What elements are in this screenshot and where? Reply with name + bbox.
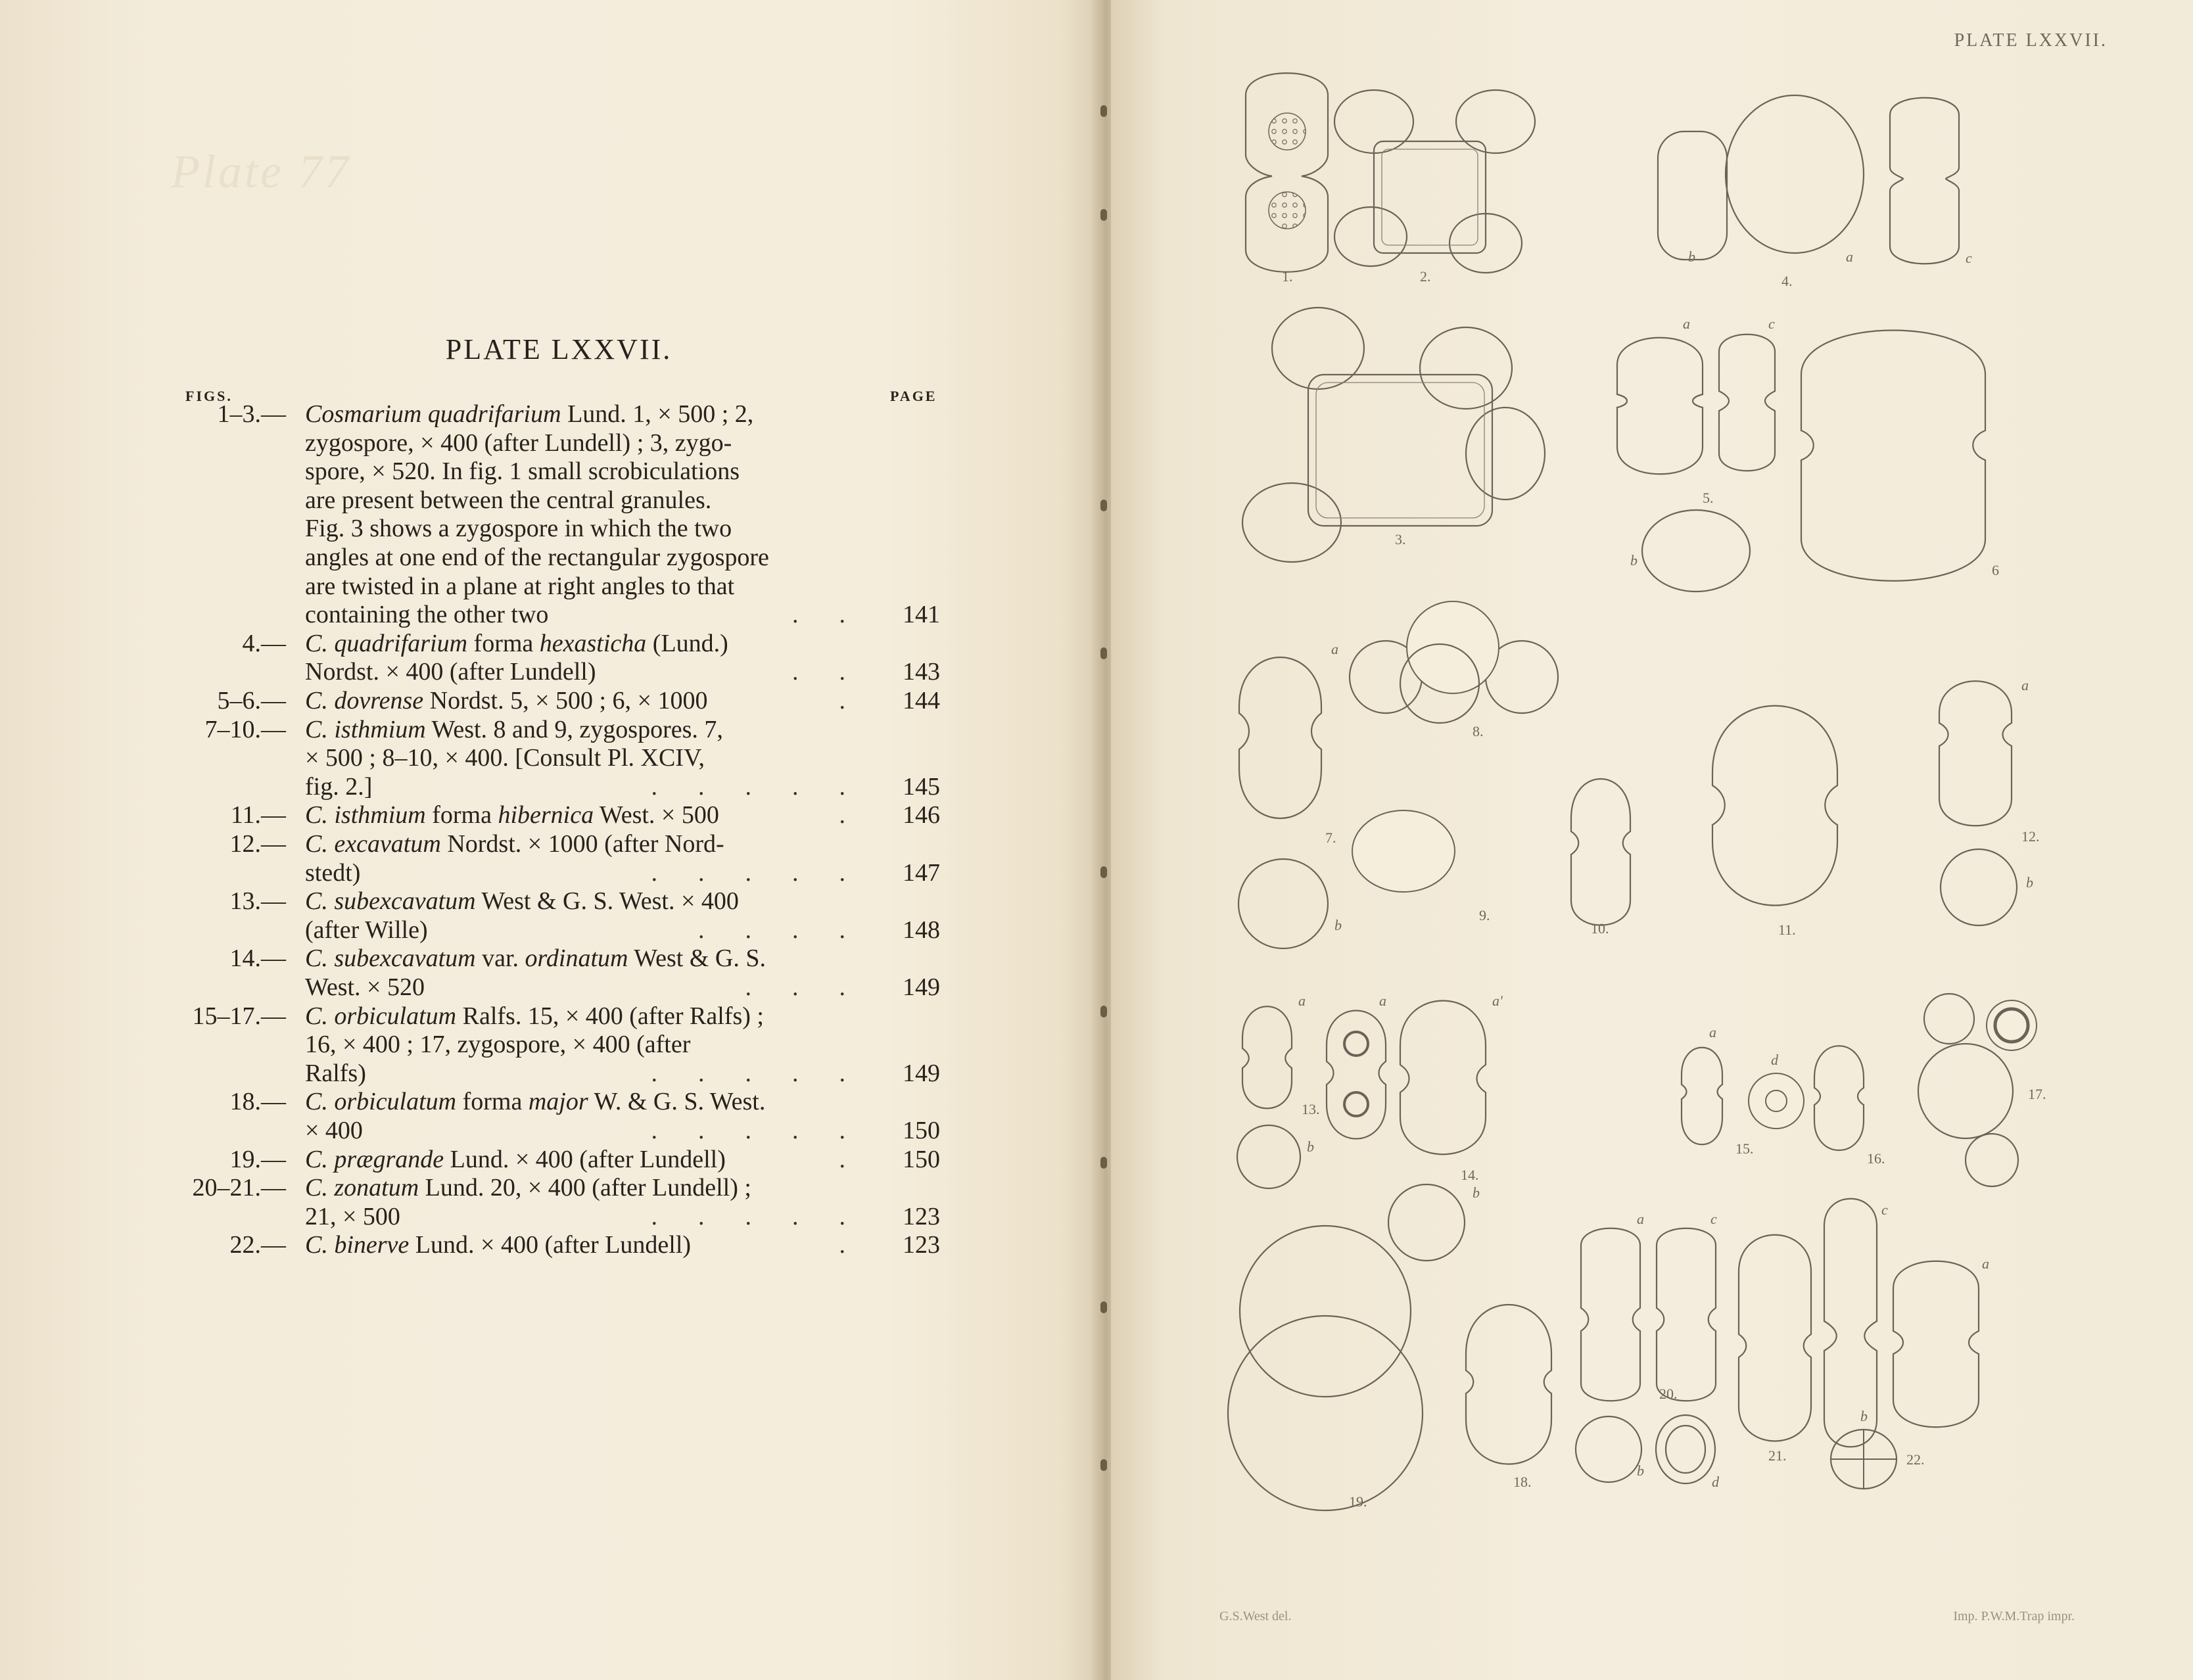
figure-5-label-b: b: [1630, 552, 1638, 569]
figure-number: 22.—: [229, 1231, 286, 1259]
taxon-name: hexasticha: [539, 629, 647, 657]
page-number: 148: [903, 916, 940, 944]
printer-credit: Imp. P.W.M.Trap impr.: [1953, 1609, 2075, 1623]
text-segment: × 400: [305, 1117, 363, 1144]
figure-label-14: 14.: [1461, 1167, 1479, 1183]
explanation-text: [305, 514, 732, 543]
explanation-text: [305, 772, 372, 801]
figure-number: 12.—: [229, 830, 286, 858]
explanation-text: [305, 1002, 764, 1031]
taxon-name: C. dovrense: [305, 687, 424, 714]
taxon-name: C. prægrande: [305, 1145, 444, 1173]
text-segment: zygospore, × 400 (after Lundell) ; 3, zygo-: [305, 429, 732, 457]
dot-leader: .....: [651, 1202, 886, 1230]
figure-14-label-a: a: [1379, 992, 1386, 1009]
figure-13-label-b: b: [1307, 1138, 1314, 1155]
explanation-text: [305, 743, 705, 772]
dot-leader: .: [839, 1231, 886, 1259]
page-number: 144: [903, 687, 940, 714]
figure-label-17: 17.: [2028, 1086, 2046, 1102]
explanation-text: [305, 429, 732, 457]
taxon-name: C. subexcavatum: [305, 945, 476, 973]
figure-number: 1–3.—: [217, 400, 286, 428]
figure-label-8: 8.: [1473, 723, 1484, 739]
page-number: 149: [903, 1059, 940, 1087]
taxon-name: hibernica: [498, 801, 594, 829]
taxon-name: C. isthmium: [305, 715, 426, 743]
page-number: 143: [903, 658, 940, 686]
explanation-text: [305, 1202, 400, 1231]
figure-number: 20–21.—: [192, 1174, 286, 1202]
explanation-text: [305, 543, 769, 572]
explanation-row: [0, 686, 947, 715]
plate-number: PLATE LXXVII.: [1954, 30, 2108, 51]
figure-number: 4.—: [242, 629, 286, 657]
explanation-row: [0, 916, 947, 945]
explanation-text: [305, 400, 753, 429]
illustrator-credit: G.S.West del.: [1219, 1609, 1292, 1623]
binding-holes: [1098, 0, 1111, 1680]
figure-2: [1334, 90, 1535, 285]
figure-20-label-d: d: [1712, 1474, 1719, 1490]
text-segment: forma: [456, 1088, 529, 1116]
plate-title: PLATE LXXVII.: [445, 333, 672, 365]
explanation-row: [0, 514, 947, 543]
explanation-text: [305, 1059, 366, 1088]
figure-label-13: 13.: [1302, 1101, 1320, 1117]
figure-3: [1242, 308, 1545, 562]
text-segment: forma: [425, 801, 498, 829]
explanation-row: [0, 772, 947, 801]
figure-20-label-c: c: [1710, 1211, 1717, 1227]
taxon-name: C. zonatum: [305, 1174, 419, 1202]
text-segment: Lund. 1, × 500 ; 2,: [561, 400, 754, 428]
text-segment: containing the other two: [305, 601, 549, 629]
taxon-name: C. orbiculatum: [305, 1088, 457, 1116]
figure-10: [1571, 779, 1630, 937]
figure-label-18: 18.: [1513, 1474, 1532, 1490]
figure-8: [1350, 601, 1558, 739]
figure-19: [1228, 1226, 1423, 1510]
text-segment: West & G. S. West. × 400: [475, 887, 739, 916]
explanation-row: [0, 973, 947, 1002]
figure-label-19: 19.: [1349, 1493, 1367, 1510]
explanation-text: [305, 829, 724, 858]
text-segment: Lund. × 400 (after Lundell): [409, 1231, 692, 1259]
explanation-text: [305, 973, 425, 1002]
figure-12: [1939, 677, 2040, 925]
taxon-name: C. orbiculatum: [305, 1002, 457, 1030]
figure-15-label-d: d: [1771, 1052, 1778, 1068]
figure-number: 7–10.—: [204, 715, 286, 743]
figure-number: 5–6.—: [217, 687, 286, 714]
page-number: 147: [903, 858, 940, 887]
figure-label-21: 21.: [1768, 1447, 1787, 1464]
dot-leader: ...: [745, 973, 886, 1001]
figure-7: [1238, 641, 1342, 948]
explanation-row: [0, 657, 947, 686]
explanation-text: [305, 715, 723, 744]
figure-label-11: 11.: [1778, 922, 1796, 938]
page-number: 123: [903, 1231, 940, 1259]
text-segment: West. × 520: [305, 973, 425, 1001]
figure-4-label-c: c: [1966, 250, 1972, 266]
figure-20-label-a: a: [1637, 1211, 1644, 1227]
figure-7-label-a: a: [1331, 641, 1338, 657]
figure-label-3: 3.: [1395, 531, 1406, 548]
dot-leader: ..: [792, 601, 886, 629]
figure-14-label-a-prime: a': [1492, 992, 1503, 1009]
text-segment: Ralfs. 15, × 400 (after Ralfs) ;: [456, 1002, 764, 1030]
figure-label-22: 22.: [1906, 1451, 1925, 1468]
figure-9: [1352, 810, 1490, 923]
taxon-name: major: [528, 1088, 588, 1116]
figure-label-5: 5.: [1703, 490, 1714, 506]
figure-11: [1712, 706, 1837, 938]
figure-label-2: 2.: [1420, 268, 1431, 285]
text-segment: are twisted in a plane at right angles to that: [305, 572, 735, 600]
explanation-row: [0, 801, 947, 829]
dot-leader: ..: [792, 658, 886, 686]
explanation-text: [305, 572, 734, 601]
text-segment: angles at one end of the rectangular zygospore: [305, 544, 769, 571]
dot-leader: ....: [698, 916, 886, 944]
figs-column-header: FIGS.: [185, 388, 233, 404]
figure-12-label-b: b: [2026, 874, 2033, 891]
taxon-name: C. excavatum: [305, 830, 441, 858]
dot-leader: .: [839, 687, 886, 714]
text-segment: West & G. S.: [628, 945, 766, 973]
text-segment: Fig. 3 shows a zygospore in which the two: [305, 515, 732, 543]
plate-illustration: [1111, 0, 2193, 1680]
explanation-row: [0, 600, 947, 629]
figure-7-label-b: b: [1334, 917, 1342, 933]
figure-13-label-a: a: [1298, 992, 1306, 1009]
explanation-text: [305, 1230, 691, 1259]
figure-label-4: 4.: [1781, 273, 1793, 289]
figure-18: [1466, 1305, 1551, 1490]
text-segment: × 500 ; 8–10, × 400. [Consult Pl. XCIV,: [305, 744, 705, 772]
explanation-row: [0, 1059, 947, 1088]
explanation-row: [0, 457, 947, 486]
explanation-row: [0, 1002, 947, 1031]
dot-leader: .: [839, 801, 886, 829]
figure-1: [1246, 73, 1328, 285]
explanation-row: [0, 829, 947, 858]
text-segment: 21, × 500: [305, 1202, 400, 1230]
taxon-name: ordinatum: [525, 945, 628, 973]
text-segment: stedt): [305, 858, 361, 887]
figure-20-label-b: b: [1637, 1462, 1644, 1479]
figure-4-label-a: a: [1846, 248, 1853, 265]
text-segment: Nordst. 5, × 500 ; 6, × 1000: [423, 687, 708, 714]
text-segment: West. × 500: [594, 801, 719, 829]
figure-label-9: 9.: [1479, 907, 1490, 923]
figure-label-15: 15.: [1735, 1140, 1754, 1157]
explanation-row: [0, 486, 947, 515]
bleed-through-text: Plate 77: [171, 145, 351, 198]
explanation-row: [0, 1030, 947, 1059]
explanation-text: [305, 457, 740, 486]
explanation-row: [0, 1116, 947, 1145]
page-number: 150: [903, 1145, 940, 1173]
explanation-text: [305, 629, 728, 658]
figure-label-6: 6: [1992, 562, 1999, 578]
figure-label-20: 20.: [1659, 1386, 1678, 1402]
explanation-text: [305, 1145, 726, 1174]
explanation-text: [305, 657, 596, 686]
explanation-row: [0, 858, 947, 887]
explanation-row: [0, 1173, 947, 1202]
text-segment: (after Wille): [305, 916, 428, 944]
explanation-row: [0, 1087, 947, 1116]
explanation-row: [0, 400, 947, 429]
explanation-text: [305, 600, 548, 629]
figure-number: 14.—: [229, 945, 286, 973]
figure-label-16: 16.: [1867, 1150, 1885, 1167]
figure-5-label-a: a: [1683, 315, 1690, 332]
explanation-row: [0, 1145, 947, 1174]
text-segment: Nordst. × 1000 (after Nord-: [440, 830, 724, 858]
dot-leader: .....: [651, 858, 886, 887]
taxon-name: C. subexcavatum: [305, 887, 476, 916]
dot-leader: .: [839, 1145, 886, 1173]
figure-number: 15–17.—: [192, 1002, 286, 1030]
dot-leader: .....: [651, 1059, 886, 1087]
page-number: 145: [903, 772, 940, 801]
explanation-row: [0, 1230, 947, 1259]
taxon-name: C. binerve: [305, 1231, 410, 1259]
text-segment: Lund. 20, × 400 (after Lundell) ;: [419, 1174, 751, 1202]
explanation-row: [0, 543, 947, 572]
page-number: 149: [903, 973, 940, 1001]
figure-22-label-b: b: [1860, 1408, 1868, 1424]
explanation-text: [305, 1087, 765, 1116]
page-column-header: PAGE: [890, 388, 937, 404]
explanation-text: [305, 1030, 690, 1059]
text-segment: West. 8 and 9, zygospores. 7,: [425, 715, 723, 743]
figure-label-12: 12.: [2021, 828, 2040, 845]
explanation-text: [305, 858, 360, 887]
taxon-name: C. quadrifarium: [305, 629, 468, 657]
explanation-row: [0, 429, 947, 457]
figure-21-label-c: c: [1881, 1202, 1888, 1218]
figure-15: [1682, 1024, 1804, 1157]
page-number: 123: [903, 1202, 940, 1230]
figure-number: 18.—: [229, 1088, 286, 1116]
figure-number: 11.—: [230, 801, 286, 829]
text-segment: fig. 2.]: [305, 772, 373, 801]
figure-number: 13.—: [229, 887, 286, 916]
figure-5-label-c: c: [1768, 315, 1775, 332]
explanation-row: [0, 887, 947, 916]
figure-14-label-b: b: [1473, 1184, 1480, 1201]
explanation-text: [305, 944, 766, 973]
figure-13: [1237, 992, 1320, 1188]
figure-6: [1801, 331, 1999, 581]
explanation-row: [0, 572, 947, 601]
figure-label-7: 7.: [1325, 829, 1336, 846]
explanation-row: [0, 629, 947, 658]
explanation-row: [0, 1202, 947, 1231]
text-segment: forma: [467, 629, 540, 657]
figure-5: [1617, 315, 1775, 592]
taxon-name: C. isthmium: [305, 801, 426, 829]
text-segment: W. & G. S. West.: [588, 1088, 766, 1116]
figure-12-label-a: a: [2021, 677, 2029, 693]
figure-label-10: 10.: [1591, 920, 1609, 937]
figure-16: [1814, 1046, 1885, 1167]
figure-4-label-b: b: [1688, 248, 1695, 265]
text-segment: Ralfs): [305, 1059, 366, 1087]
explanation-text: [305, 1173, 751, 1202]
text-segment: spore, × 520. In fig. 1 small scrobiculations: [305, 457, 740, 486]
right-page: [1111, 0, 2193, 1680]
text-segment: (Lund.): [646, 629, 728, 657]
figure-number: 19.—: [229, 1145, 286, 1173]
explanation-row: [0, 743, 947, 772]
figure-17: [1918, 994, 2046, 1186]
text-segment: var.: [475, 945, 525, 973]
text-segment: 16, × 400 ; 17, zygospore, × 400 (after: [305, 1031, 691, 1059]
figure-14: [1327, 992, 1503, 1261]
page-number: 141: [903, 601, 940, 629]
explanation-row: [0, 944, 947, 973]
explanation-text: [305, 887, 739, 916]
dot-leader: .....: [651, 772, 886, 801]
figure-22: [1831, 1255, 1989, 1489]
page-number: 146: [903, 801, 940, 829]
explanation-text: [305, 686, 708, 715]
text-segment: Nordst. × 400 (after Lundell): [305, 658, 596, 686]
figure-15-label-a: a: [1709, 1024, 1716, 1040]
figure-4: [1658, 95, 1972, 289]
explanation-text: [305, 486, 711, 515]
page-number: 150: [903, 1117, 940, 1144]
text-segment: Lund. × 400 (after Lundell): [444, 1145, 726, 1173]
dot-leader: .....: [651, 1117, 886, 1144]
explanation-text: [305, 801, 719, 829]
text-segment: are present between the central granules.: [305, 486, 712, 514]
explanation-text: [305, 1116, 363, 1145]
figure-22-label-a: a: [1982, 1255, 1989, 1272]
explanation-text: [305, 916, 428, 945]
explanation-row: [0, 715, 947, 744]
taxon-name: Cosmarium quadrifarium: [305, 400, 561, 428]
figure-label-1: 1.: [1282, 268, 1293, 285]
figure-20: [1576, 1211, 1720, 1490]
